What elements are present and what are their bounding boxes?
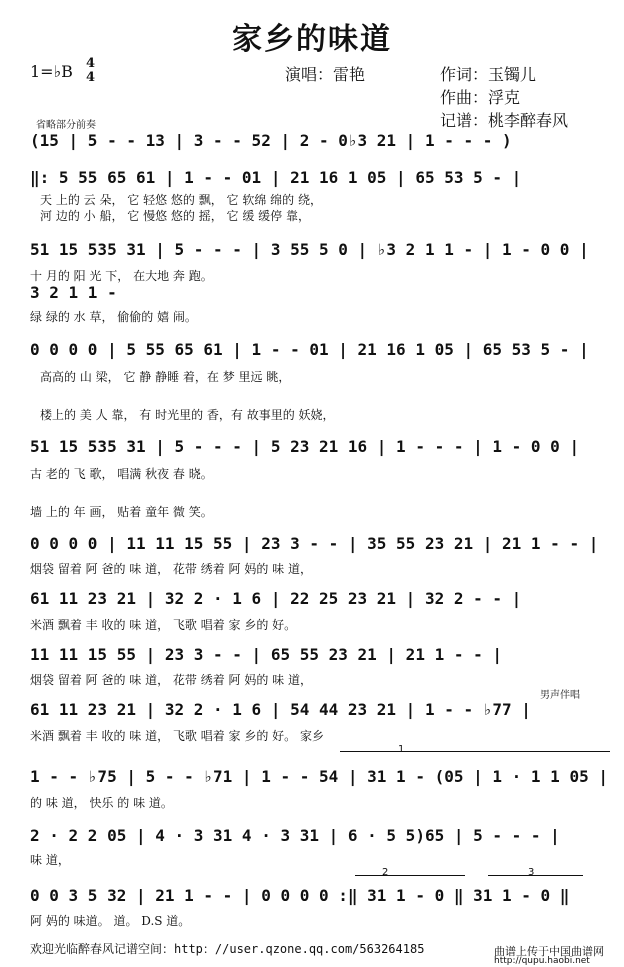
lyricist-credit: 作词：玉镯儿 (440, 65, 537, 84)
lyric-line-1a: 天 上的 云 朵， 它 轻悠 悠的 飘， 它 软绵 绵的 绕， (40, 193, 322, 207)
score-line-5: 0 0 0 0 | 11 11 15 55 | 23 3 - - | 35 55 23 21 | 21 1 - - | (30, 534, 599, 553)
male-backing-note: 男声伴唱 (540, 690, 580, 701)
lyric-line-2a: 十 月的 阳 光 下， 在大地 奔 跑。 (30, 269, 213, 283)
score-line-10: 2 · 2 2 05 | 4 · 3 31 4 · 3 31 | 6 · 5 5)65 | 5 - - - | (30, 826, 560, 845)
score-line-6: 61 11 23 21 | 32 2 · 1 6 | 22 25 23 21 | 32 2 - - | (30, 589, 522, 608)
score-line-3: 0 0 0 0 | 5 55 65 61 | 1 - - 01 | 21 16 1 05 | 65 53 5 - | (30, 340, 589, 359)
ending-bracket-1 (340, 751, 610, 752)
intro-note: 省略部分前奏 (36, 120, 96, 131)
ending-bracket-3 (488, 875, 583, 876)
score-line-2: 51 15 535 31 | 5 - - - | 3 55 5 0 | ♭3 2 1 1 - | 1 - 0 0 | (30, 240, 589, 259)
watermark-site: 曲谱上传于中国曲谱网 (494, 945, 604, 958)
time-signature-bottom: 4 (86, 70, 96, 85)
score-line-intro: (15 | 5 - - 13 | 3 - - 52 | 2 - 0♭3 21 | 1 - - - ) (30, 131, 512, 150)
lyric-line-1b: 河 边的 小 船， 它 慢悠 悠的 摇， 它 缓 缓停 靠， (40, 209, 310, 223)
score-line-8: 61 11 23 21 | 32 2 · 1 6 | 54 44 23 21 | 1 - - ♭77 | (30, 700, 531, 719)
lyric-line-6: 米酒 飘着 丰 收的 味 道， 飞歌 唱着 家 乡的 好。 (30, 618, 297, 632)
watermark-url: http://qupu.haobi.net (494, 956, 590, 966)
song-title: 家乡的味道 (232, 22, 392, 57)
lyric-line-3a: 高高的 山 梁， 它 静 静睡 着，在 梦 里远 眺， (40, 370, 291, 384)
ending-label-2: 2 (382, 867, 389, 878)
composer-credit: 作曲：浮克 (440, 88, 521, 107)
lyric-line-3b: 楼上的 美 人 靠， 有 时光里的 香，有 故事里的 妖娆， (40, 408, 335, 422)
lyric-line-2b: 绿 绿的 水 草， 偷偷的 嬉 闹。 (30, 310, 197, 324)
lyric-line-11: 阿 妈的 味道。 道。 D.S 道。 (30, 914, 191, 928)
lyric-line-5: 烟袋 留着 阿 爸的 味 道， 花带 绣着 阿 妈的 味 道， (30, 562, 312, 576)
score-line-2-alt: 3 2 1 1 - (30, 283, 117, 302)
singer-credit: 演唱：雷艳 (285, 65, 366, 84)
score-line-1: ‖: 5 55 65 61 | 1 - - 01 | 21 16 1 05 | 65 53 5 - | (30, 168, 522, 187)
lyric-line-10: 味 道， (30, 853, 70, 867)
lyric-line-4a: 古 老的 飞 歌， 唱满 秋夜 春 晓。 (30, 467, 213, 481)
score-line-9: 1 - - ♭75 | 5 - - ♭71 | 1 - - 54 | 31 1 - (05 | 1 · 1 1 05 | (30, 767, 608, 786)
score-line-4: 51 15 535 31 | 5 - - - | 5 23 21 16 | 1 - - - | 1 - 0 0 | (30, 437, 580, 456)
time-signature-top: 4 (86, 56, 96, 71)
lyric-line-8: 米酒 飘着 丰 收的 味 道， 飞歌 唱着 家 乡的 好。 家乡 (30, 729, 324, 743)
ending-bracket-2 (355, 875, 465, 876)
lyric-line-9: 的 味 道， 快乐 的 味 道。 (30, 796, 173, 810)
key-signature: 1=♭B (30, 62, 73, 81)
score-line-11: 0 0 3 5 32 | 21 1 - - | 0 0 0 0 :‖ 31 1 - 0 ‖ 31 1 - 0 ‖ (30, 886, 570, 905)
lyric-line-4b: 墙 上的 年 画， 贴着 童年 微 笑。 (30, 505, 213, 519)
lyric-line-7: 烟袋 留着 阿 爸的 味 道， 花带 绣着 阿 妈的 味 道， (30, 673, 312, 687)
ending-label-1: 1 (398, 744, 405, 755)
score-line-7: 11 11 15 55 | 23 3 - - | 65 55 23 21 | 21 1 - - | (30, 645, 503, 664)
footer-credit: 欢迎光临醉春风记谱空间：http：//user.qzone.qq.com/563264185 (30, 942, 425, 956)
ending-label-3: 3 (528, 867, 535, 878)
transcriber-credit: 记谱：桃李醉春风 (440, 111, 569, 130)
